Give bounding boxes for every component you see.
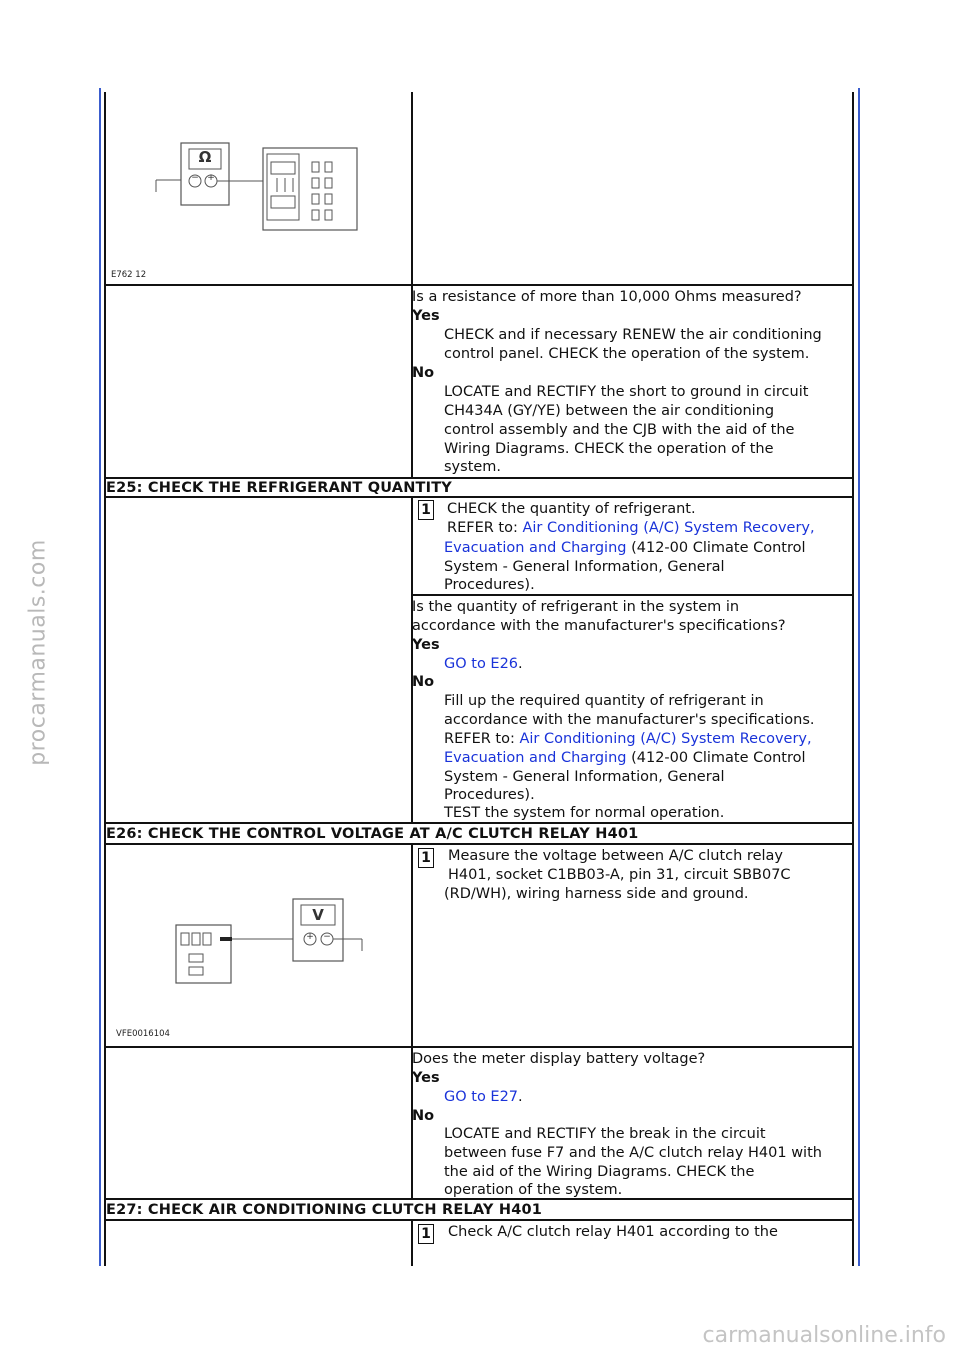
e25-refer-label: REFER to:	[447, 520, 518, 536]
q1-question: Is a resistance of more than 10,000 Ohms measured?	[412, 289, 802, 305]
e26-yes-text	[444, 1088, 523, 1107]
e25-yes-text	[444, 655, 523, 674]
row-divider	[104, 284, 854, 286]
e26-no-text-1: LOCATE and RECTIFY the break in the circuit	[444, 1126, 766, 1142]
e25-no-refer-line3: System - General Information, General	[444, 769, 725, 785]
voltmeter-diagram	[170, 895, 370, 990]
e25-step-number: 1	[418, 500, 434, 520]
e25-no-text-1: Fill up the required quantity of refrigerant in	[444, 693, 764, 709]
column-divider	[411, 497, 413, 823]
ohmmeter-diagram	[150, 140, 365, 235]
q1-no-text-2: CH434A (GY/YE) between the air conditioning	[444, 403, 775, 419]
column-divider	[411, 1219, 413, 1266]
e25-no-test: TEST the system for normal operation.	[444, 805, 725, 821]
e25-procedure-link[interactable]: Air Conditioning (A/C) System Recovery,	[522, 520, 815, 536]
row-divider	[104, 1219, 854, 1221]
e25-no-label: No	[412, 674, 435, 690]
voltmeter-plus-terminal: +	[306, 932, 314, 942]
e26-no-text-4: operation of the system.	[444, 1182, 623, 1198]
voltmeter-minus-terminal: −	[323, 932, 331, 942]
e25-procedure-link-cont[interactable]: Evacuation and Charging	[444, 540, 627, 556]
go-to-e26-link[interactable]: GO to E26	[444, 656, 519, 672]
e25-refer-line3: System - General Information, General	[444, 559, 725, 575]
e25-yes-label: Yes	[412, 637, 440, 653]
e27-step-text: Check A/C clutch relay H401 according to the	[448, 1224, 778, 1240]
side-watermark: procarmanuals.com	[25, 539, 51, 766]
e26-yes-dot: .	[518, 1089, 523, 1105]
ohm-symbol: Ω	[198, 148, 212, 166]
e25-no-refer-line2	[444, 749, 806, 768]
e25-no-refer	[444, 730, 812, 749]
q1-yes-text-2: control panel. CHECK the operation of the system.	[444, 346, 810, 362]
table-right-border	[852, 92, 854, 1266]
e25-no-refer-line4: Procedures).	[444, 787, 535, 803]
q1-no-label: No	[412, 365, 435, 381]
e25-refer-line4: Procedures).	[444, 577, 535, 593]
e25-no-refer-label: REFER to:	[444, 731, 515, 747]
row-divider	[104, 1046, 854, 1048]
e25-question-1: Is the quantity of refrigerant in the system in	[412, 599, 740, 615]
e25-no-procedure-link[interactable]: Air Conditioning (A/C) System Recovery,	[519, 731, 812, 747]
q1-no-text-5: system.	[444, 459, 502, 475]
e26-question: Does the meter display battery voltage?	[412, 1051, 706, 1067]
e26-step-text-2: H401, socket C1BB03-A, pin 31, circuit SBB07C	[448, 867, 791, 883]
q1-no-text-4: Wiring Diagrams. CHECK the operation of the	[444, 441, 774, 457]
e25-no-procedure-link-cont[interactable]: Evacuation and Charging	[444, 750, 627, 766]
meter-plus-terminal: +	[207, 173, 215, 183]
bottom-watermark: carmanualsonline.info	[702, 1323, 946, 1348]
volt-symbol: V	[312, 906, 324, 924]
e25-yes-dot: .	[518, 656, 523, 672]
e25-refer-tail: (412-00 Climate Control	[631, 540, 806, 556]
e26-step-number: 1	[418, 848, 434, 868]
e26-no-text-2: between fuse F7 and the A/C clutch relay H401 with	[444, 1145, 822, 1161]
meter-minus-terminal: −	[191, 173, 199, 183]
e25-no-refer-tail: (412-00 Climate Control	[631, 750, 806, 766]
e26-no-text-3: the aid of the Wiring Diagrams. CHECK the	[444, 1164, 755, 1180]
e26-step-text-3: (RD/WH), wiring harness side and ground.	[444, 886, 749, 902]
right-page-rule	[858, 88, 860, 1266]
e26-step-text-1: Measure the voltage between A/C clutch relay	[448, 848, 783, 864]
left-page-rule	[99, 88, 101, 1266]
column-divider	[411, 843, 413, 1198]
go-to-e27-link[interactable]: GO to E27	[444, 1089, 519, 1105]
e25-question-2: accordance with the manufacturer's specifications?	[412, 618, 786, 634]
e25-no-text-2: accordance with the manufacturer's specifications.	[444, 712, 815, 728]
table-left-border	[104, 92, 106, 1266]
e26-no-label: No	[412, 1108, 435, 1124]
q1-no-text-1: LOCATE and RECTIFY the short to ground in circuit	[444, 384, 809, 400]
e26-yes-label: Yes	[412, 1070, 440, 1086]
e25-refer-line2	[444, 539, 806, 558]
figure-label: E762 12	[111, 270, 147, 280]
e25-heading: E25: CHECK THE REFRIGERANT QUANTITY	[106, 480, 453, 496]
q1-no-text-3: control assembly and the CJB with the aid of the	[444, 422, 795, 438]
q1-yes-label: Yes	[412, 308, 440, 324]
e27-heading: E27: CHECK AIR CONDITIONING CLUTCH RELAY H401	[106, 1202, 543, 1218]
e25-refer	[447, 519, 815, 538]
figure-label: VFE0016104	[116, 1029, 170, 1039]
e27-step-number: 1	[418, 1224, 434, 1244]
e25-step-text: CHECK the quantity of refrigerant.	[447, 501, 696, 517]
row-divider	[104, 843, 854, 845]
q1-yes-text-1: CHECK and if necessary RENEW the air conditioning	[444, 327, 822, 343]
e26-heading: E26: CHECK THE CONTROL VOLTAGE AT A/C CLUTCH RELAY H401	[106, 826, 639, 842]
